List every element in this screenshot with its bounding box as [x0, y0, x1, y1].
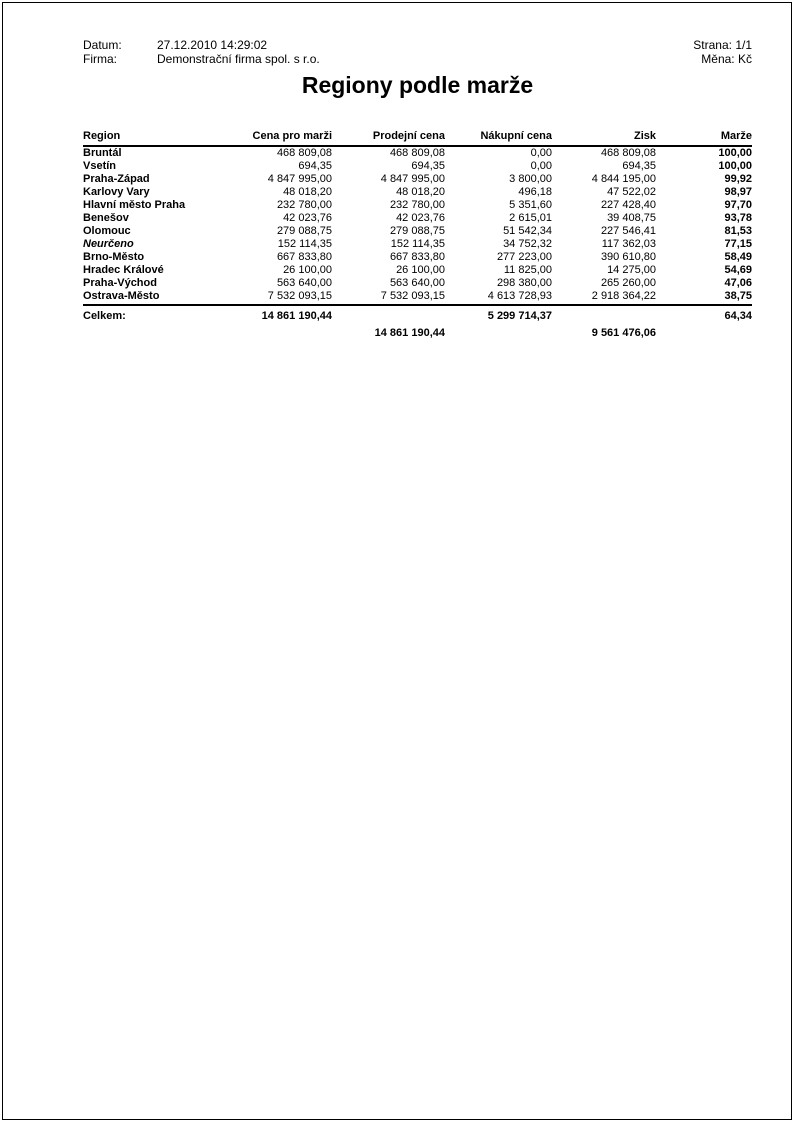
totals-separator [83, 304, 752, 306]
totals-cena-pro-marzi: 14 861 190,44 [261, 310, 332, 322]
table-row [83, 186, 752, 199]
column-header-marze: Marže [720, 130, 752, 142]
nakupni-cena-cell: 34 752,32 [503, 238, 552, 250]
zisk-cell: 4 844 195,00 [591, 173, 656, 185]
prodejni-cena-cell: 7 532 093,15 [380, 290, 445, 302]
totals-empty [83, 327, 208, 340]
prodejni-cena-cell: 232 780,00 [389, 199, 445, 211]
currency-label: Měna: [701, 52, 735, 66]
page-number [693, 38, 752, 52]
nakupni-cena-cell: 298 380,00 [496, 277, 552, 289]
cena-pro-marzi-cell: 4 847 995,00 [267, 173, 332, 185]
table-body [83, 147, 752, 303]
marze-cell: 54,69 [724, 264, 752, 276]
zisk-cell: 468 809,08 [600, 147, 656, 159]
totals-empty [552, 310, 656, 323]
nakupni-cena-cell: 5 351,60 [509, 199, 552, 211]
region-cell: Bruntál [83, 147, 122, 159]
nakupni-cena-cell: 3 800,00 [509, 173, 552, 185]
totals-row-1 [83, 310, 752, 323]
region-cell: Karlovy Vary [83, 186, 150, 198]
nakupni-cena-cell: 0,00 [530, 160, 552, 172]
company-label: Firma: [83, 52, 117, 66]
zisk-cell: 227 546,41 [600, 225, 656, 237]
totals-empty [445, 327, 552, 340]
zisk-cell: 2 918 364,22 [591, 290, 656, 302]
totals-empty [656, 327, 752, 340]
nakupni-cena-cell: 496,18 [518, 186, 552, 198]
totals-row-2 [83, 327, 752, 340]
report-title: Regiony podle marže [301, 72, 534, 98]
zisk-cell: 47 522,02 [607, 186, 656, 198]
currency-value: Kč [737, 52, 752, 66]
nakupni-cena-cell: 2 615,01 [509, 212, 552, 224]
zisk-cell: 39 408,75 [607, 212, 656, 224]
date-label: Datum: [83, 38, 122, 52]
region-cell: Benešov [83, 212, 129, 224]
cena-pro-marzi-cell: 26 100,00 [283, 264, 332, 276]
page-label: Strana: [693, 38, 732, 52]
prodejni-cena-cell: 48 018,20 [396, 186, 445, 198]
region-cell: Neurčeno [83, 238, 134, 250]
table-row [83, 160, 752, 173]
column-header-zisk: Zisk [633, 130, 656, 142]
region-cell: Olomouc [83, 225, 131, 237]
zisk-cell: 390 610,80 [600, 251, 656, 263]
region-cell: Hlavní město Praha [83, 199, 186, 211]
column-header-cena-pro-marzi: Cena pro marži [252, 130, 332, 142]
zisk-cell: 227 428,40 [600, 199, 656, 211]
prodejni-cena-cell: 42 023,76 [396, 212, 445, 224]
regions-table [83, 129, 752, 340]
table-row [83, 225, 752, 238]
marze-cell: 38,75 [724, 290, 752, 302]
table-row [83, 264, 752, 277]
prodejni-cena-cell: 563 640,00 [389, 277, 445, 289]
marze-cell: 100,00 [718, 160, 752, 172]
totals-zisk: 9 561 476,06 [591, 327, 656, 339]
marze-cell: 98,97 [724, 186, 752, 198]
zisk-cell: 117 362,03 [601, 238, 656, 250]
prodejni-cena-cell: 667 833,80 [389, 251, 445, 263]
region-cell: Hradec Králové [83, 264, 164, 276]
table-row [83, 147, 752, 160]
zisk-cell: 694,35 [622, 160, 656, 172]
nakupni-cena-cell: 0,00 [530, 147, 552, 159]
report-meta-left [83, 38, 320, 66]
page-value: 1/1 [735, 38, 752, 52]
prodejni-cena-cell: 468 809,08 [389, 147, 445, 159]
totals-nakupni-cena: 5 299 714,37 [487, 310, 552, 322]
cena-pro-marzi-cell: 468 809,08 [276, 147, 332, 159]
marze-cell: 77,15 [724, 238, 752, 250]
totals-label: Celkem: [83, 310, 126, 322]
table-row [83, 251, 752, 264]
marze-cell: 58,49 [724, 251, 752, 263]
totals-empty [208, 327, 332, 340]
table-row [83, 290, 752, 303]
region-cell: Brno-Město [83, 251, 145, 263]
zisk-cell: 265 260,00 [600, 277, 656, 289]
nakupni-cena-cell: 4 613 728,93 [487, 290, 552, 302]
report-meta-right [693, 38, 752, 66]
marze-cell: 97,70 [724, 199, 752, 211]
company-value: Demonstrační firma spol. s r.o. [157, 52, 320, 66]
column-header-prodejni-cena: Prodejní cena [372, 130, 445, 142]
cena-pro-marzi-cell: 152 114,35 [277, 238, 332, 250]
cena-pro-marzi-cell: 232 780,00 [276, 199, 332, 211]
zisk-cell: 14 275,00 [607, 264, 656, 276]
prodejni-cena-cell: 26 100,00 [396, 264, 445, 276]
region-cell: Praha-Východ [83, 277, 157, 289]
marze-cell: 47,06 [724, 277, 752, 289]
cena-pro-marzi-cell: 42 023,76 [283, 212, 332, 224]
table-header-row [83, 129, 752, 147]
nakupni-cena-cell: 277 223,00 [496, 251, 552, 263]
marze-cell: 93,78 [724, 212, 752, 224]
cena-pro-marzi-cell: 694,35 [298, 160, 332, 172]
prodejni-cena-cell: 4 847 995,00 [380, 173, 445, 185]
table-row [83, 173, 752, 186]
region-cell: Praha-Západ [83, 173, 150, 185]
region-cell: Vsetín [83, 160, 117, 172]
currency [693, 52, 752, 66]
column-header-nakupni-cena: Nákupní cena [480, 130, 552, 142]
cena-pro-marzi-cell: 48 018,20 [283, 186, 332, 198]
cena-pro-marzi-cell: 563 640,00 [276, 277, 332, 289]
table-row [83, 212, 752, 225]
table-row [83, 277, 752, 290]
cena-pro-marzi-cell: 7 532 093,15 [267, 290, 332, 302]
prodejni-cena-cell: 279 088,75 [389, 225, 445, 237]
table-row [83, 199, 752, 212]
marze-cell: 81,53 [724, 225, 752, 237]
cena-pro-marzi-cell: 279 088,75 [276, 225, 332, 237]
date-value: 27.12.2010 14:29:02 [157, 38, 268, 52]
nakupni-cena-cell: 51 542,34 [503, 225, 552, 237]
prodejni-cena-cell: 694,35 [411, 160, 445, 172]
totals-prodejni-cena: 14 861 190,44 [374, 327, 445, 339]
marze-cell: 100,00 [718, 147, 752, 159]
prodejni-cena-cell: 152 114,35 [390, 238, 445, 250]
column-header-region: Region [83, 130, 121, 142]
cena-pro-marzi-cell: 667 833,80 [276, 251, 332, 263]
marze-cell: 99,92 [724, 173, 752, 185]
totals-empty [332, 310, 445, 323]
totals-marze: 64,34 [724, 310, 752, 322]
region-cell: Ostrava-Město [83, 290, 160, 302]
nakupni-cena-cell: 11 825,00 [503, 264, 552, 276]
table-row [83, 238, 752, 251]
